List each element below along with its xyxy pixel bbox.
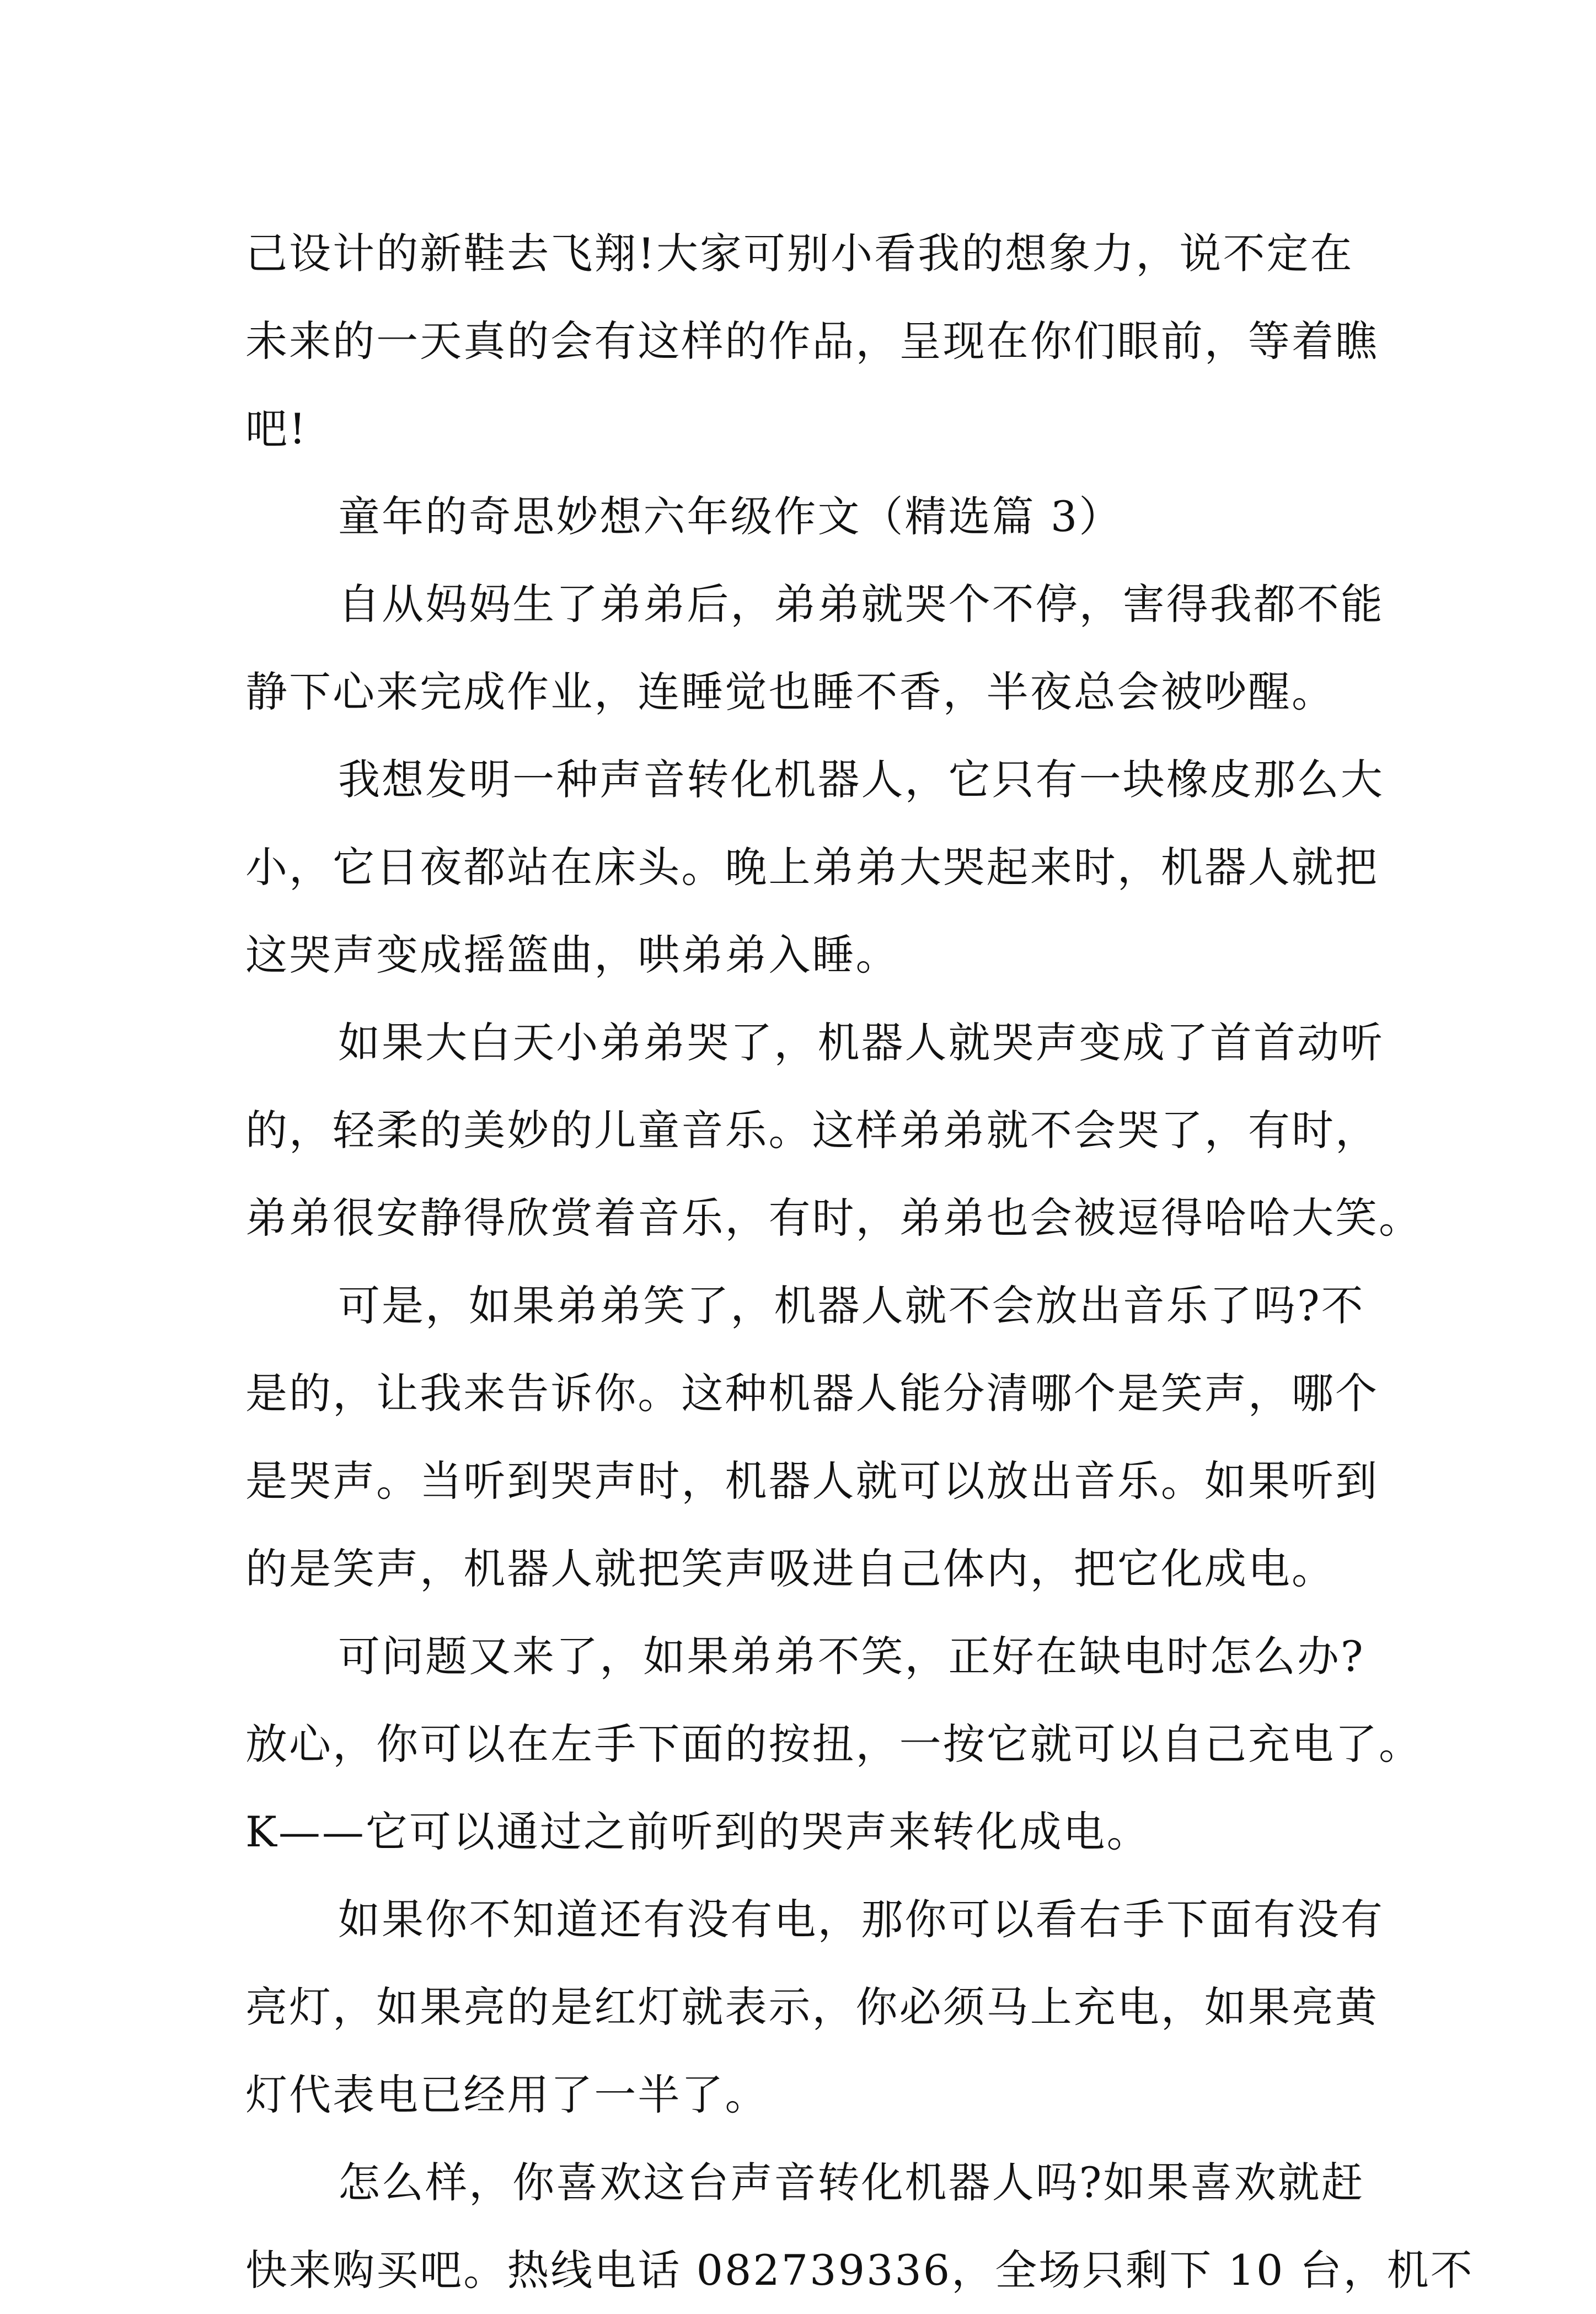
paragraph — [245, 2139, 1474, 2314]
paragraph — [245, 560, 1384, 736]
text-line: 是哭声。当听到哭声时，机器人就可以放出音乐。如果听到 — [245, 1456, 1379, 1506]
document-page — [245, 210, 1474, 2314]
text-line: 如果大白天小弟弟哭了，机器人就哭声变成了首首动听 — [338, 1018, 1384, 1067]
text-line: 可问题又来了，如果弟弟不笑，正好在缺电时怎么办? — [338, 1632, 1365, 1681]
text-line: 自从妈妈生了弟弟后，弟弟就哭个不停，害得我都不能 — [338, 580, 1384, 629]
paragraph — [245, 736, 1384, 999]
text-line: 己设计的新鞋去飞翔!大家可别小看我的想象力，说不定在 — [245, 229, 1354, 278]
text-line: 如果你不知道还有没有电，那你可以看右手下面有没有 — [338, 1895, 1384, 1944]
text-line: 亮灯，如果亮的是红灯就表示，你必须马上充电，如果亮黄 — [245, 1983, 1379, 2032]
text-line: 弟弟很安静得欣赏着音乐，有时，弟弟也会被逗得哈哈大笑。 — [245, 1193, 1423, 1242]
text-line: 是的，让我来告诉你。这种机器人能分清哪个是笑声，哪个 — [245, 1369, 1379, 1418]
text-line: 放心，你可以在左手下面的按扭，一按它就可以自己充电了。 — [245, 1720, 1423, 1769]
text-line: 快来购买吧。热线电话 082739336，全场只剩下 10 台，机不 — [245, 2246, 1474, 2295]
paragraph — [245, 1876, 1384, 2139]
text-line: 吧! — [245, 404, 308, 453]
text-line: 灯代表电已经用了一半了。 — [245, 2070, 769, 2119]
paragraph — [245, 1262, 1379, 1613]
text-line: 未来的一天真的会有这样的作品，呈现在你们眼前，等着瞧 — [245, 317, 1379, 366]
text-line: 可是，如果弟弟笑了，机器人就不会放出音乐了吗?不 — [338, 1281, 1365, 1330]
text-line: 的是笑声，机器人就把笑声吸进自己体内，把它化成电。 — [245, 1544, 1335, 1593]
text-line: 怎么样，你喜欢这台声音转化机器人吗?如果喜欢就赶 — [338, 2158, 1365, 2207]
section-heading — [245, 473, 1376, 560]
text-line: 静下心来完成作业，连睡觉也睡不香，半夜总会被吵醒。 — [245, 667, 1335, 716]
heading-line: 童年的奇思妙想六年级作文（精选篇 3） — [338, 492, 1123, 541]
paragraph — [245, 999, 1423, 1262]
text-line: 这哭声变成摇篮曲，哄弟弟入睡。 — [245, 930, 899, 979]
text-line: 小，它日夜都站在床头。晚上弟弟大哭起来时，机器人就把 — [245, 843, 1379, 892]
paragraph — [245, 1613, 1423, 1876]
text-line: 的，轻柔的美妙的儿童音乐。这样弟弟就不会哭了，有时， — [245, 1106, 1379, 1155]
paragraph-continuation — [245, 210, 1379, 473]
text-line: K——它可以通过之前听到的哭声来转化成电。 — [245, 1807, 1150, 1856]
text-line: 我想发明一种声音转化机器人，它只有一块橡皮那么大 — [338, 755, 1384, 804]
